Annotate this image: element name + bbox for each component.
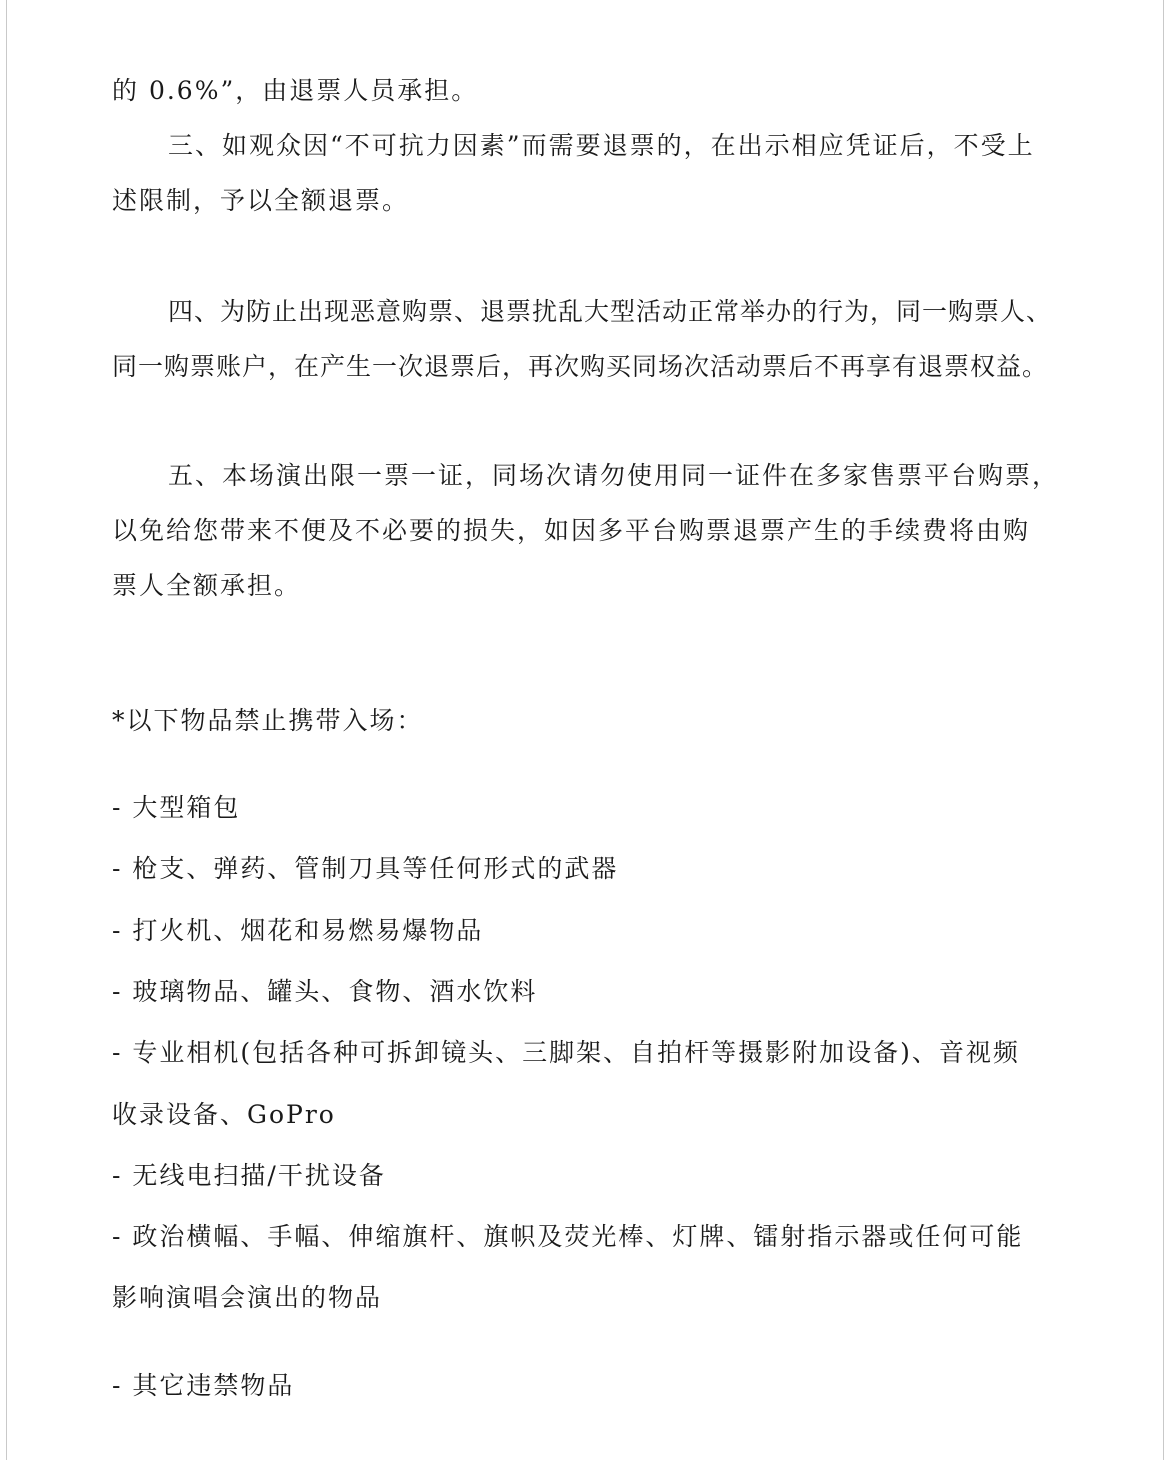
- list-item-other-prohibited: - 其它违禁物品: [112, 1371, 295, 1400]
- page-right-border: [1163, 0, 1164, 1460]
- text-line-force-majeure: 三、如观众因“不可抗力因素”而需要退票的，在出示相应凭证后，不受上: [168, 131, 1035, 160]
- text-line-one-ticket-one-id: 五、本场演出限一票一证，同场次请勿使用同一证件在多家售票平台购票，: [168, 461, 1060, 490]
- list-item-weapons: - 枪支、弹药、管制刀具等任何形式的武器: [112, 854, 619, 883]
- list-item-large-luggage: - 大型箱包: [112, 793, 241, 822]
- prohibited-items-heading: *以下物品禁止携带入场：: [112, 706, 424, 735]
- text-line-malicious-purchase-cont: 同一购票账户，在产生一次退票后，再次购买同场次活动票后不再享有退票权益。: [112, 352, 1049, 381]
- text-line-force-majeure-cont: 述限制，予以全额退票。: [112, 186, 410, 215]
- page-left-border: [6, 0, 7, 1460]
- list-item-professional-cameras-cont: 收录设备、GoPro: [112, 1100, 336, 1129]
- list-item-banners-cont: 影响演唱会演出的物品: [112, 1283, 383, 1312]
- list-item-professional-cameras: - 专业相机(包括各种可拆卸镜头、三脚架、自拍杆等摄影附加设备)、音视频: [112, 1038, 1020, 1067]
- list-item-radio-devices: - 无线电扫描/干扰设备: [112, 1161, 386, 1190]
- text-line-one-ticket-one-id-end: 票人全额承担。: [112, 571, 302, 600]
- text-line-refund-fee-end: 的 0.6%”，由退票人员承担。: [112, 76, 479, 105]
- list-item-banners: - 政治横幅、手幅、伸缩旗杆、旗帜及荧光棒、灯牌、镭射指示器或任何可能: [112, 1222, 1024, 1251]
- text-line-one-ticket-one-id-cont: 以免给您带来不便及不必要的损失，如因多平台购票退票产生的手续费将由购: [112, 516, 1031, 545]
- text-line-malicious-purchase: 四、为防止出现恶意购票、退票扰乱大型活动正常举办的行为，同一购票人、: [168, 297, 1053, 326]
- list-item-glass-food-drinks: - 玻璃物品、罐头、食物、酒水饮料: [112, 977, 538, 1006]
- list-item-flammables: - 打火机、烟花和易燃易爆物品: [112, 916, 484, 945]
